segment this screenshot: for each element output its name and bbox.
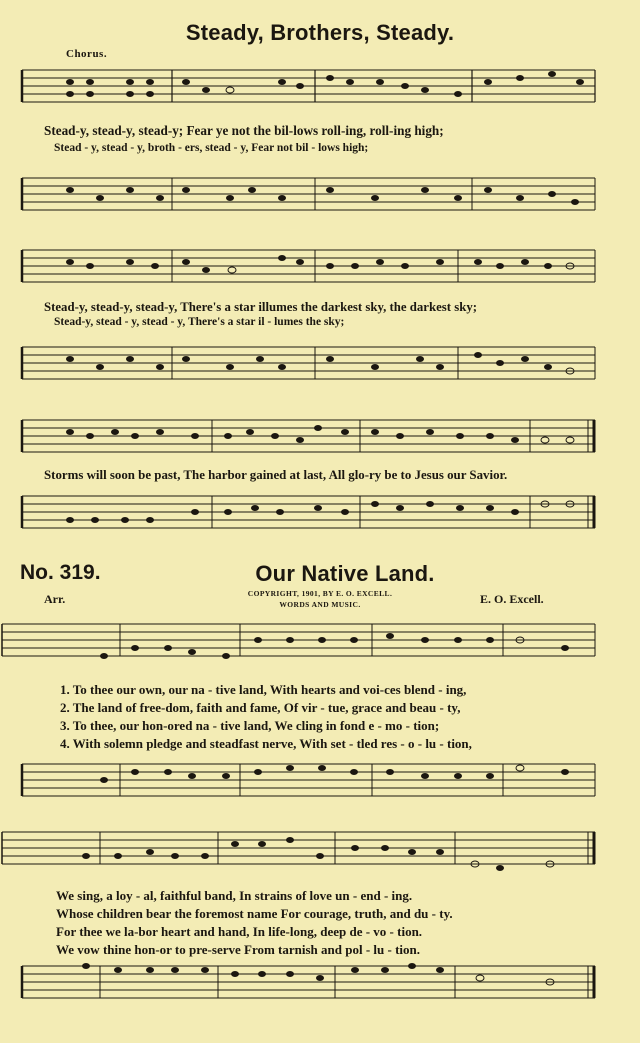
hymn-title: Steady, Brothers, Steady. xyxy=(185,20,455,45)
treble-staff xyxy=(0,68,640,110)
lyric-line: Stead-y, stead-y, stead-y; Fear ye not the bil-lows roll-ing, roll-ing high; xyxy=(44,123,444,138)
note-heads xyxy=(66,71,584,97)
verse-line: 3. To thee, our hon-ored na - tive land, We cling in fond e - mo - tion; xyxy=(60,718,440,733)
verse-line: For thee we la-bor heart and hand, In life-long, deep de - vo - tion. xyxy=(56,924,423,939)
treble-staff xyxy=(0,830,640,872)
verse-line: We sing, a loy - al, faithful band, In strains of love un - end - ing. xyxy=(56,888,413,903)
verse-line: 1. To thee our own, our na - tive land, With hearts and voi-ces blend - ing, xyxy=(60,682,467,697)
lyric-line: Stead-y, stead - y, stead - y, There's a star il - lumes the sky; xyxy=(54,316,345,328)
arranger-label: Arr. xyxy=(44,592,66,606)
lyric-line: Stead-y, stead-y, stead-y, There's a star illumes the darkest sky, the darkest sky; xyxy=(44,300,477,314)
hymn-number: No. 319. xyxy=(20,561,101,584)
bass-staff xyxy=(0,762,640,804)
lyric-line: Storms will soon be past, The harbor gained at last, All glo-ry be to Jesus our Savior. xyxy=(44,468,508,482)
bass-staff xyxy=(0,176,640,218)
verse-line: 2. The land of free-dom, faith and fame, Of vir - tue, grace and beau - ty, xyxy=(60,700,461,715)
lyric-line: Stead - y, stead - y, broth - ers, stead - y, Fear not bil - lows high; xyxy=(54,142,369,154)
treble-staff xyxy=(0,248,640,290)
rights-line: WORDS AND MUSIC. xyxy=(279,600,361,609)
treble-staff xyxy=(0,418,640,460)
copyright-line: COPYRIGHT, 1901, BY E. O. EXCELL. xyxy=(247,589,393,598)
verse-line: Whose children bear the foremost name For courage, truth, and du - ty. xyxy=(56,906,453,921)
bass-staff xyxy=(0,964,640,1006)
composer-label: E. O. Excell. xyxy=(480,592,544,606)
bass-staff xyxy=(0,494,640,536)
verse-line: 4. With solemn pledge and steadfast nerve, With set - tled res - o - lu - tion, xyxy=(60,736,472,751)
hymn-title: Our Native Land. xyxy=(255,561,435,586)
verse-line: We vow thine hon-or to pre-serve From tarnish and pol - lu - tion. xyxy=(56,942,421,957)
treble-staff xyxy=(0,622,640,664)
chorus-label: Chorus. xyxy=(66,48,108,60)
bass-staff xyxy=(0,345,640,387)
